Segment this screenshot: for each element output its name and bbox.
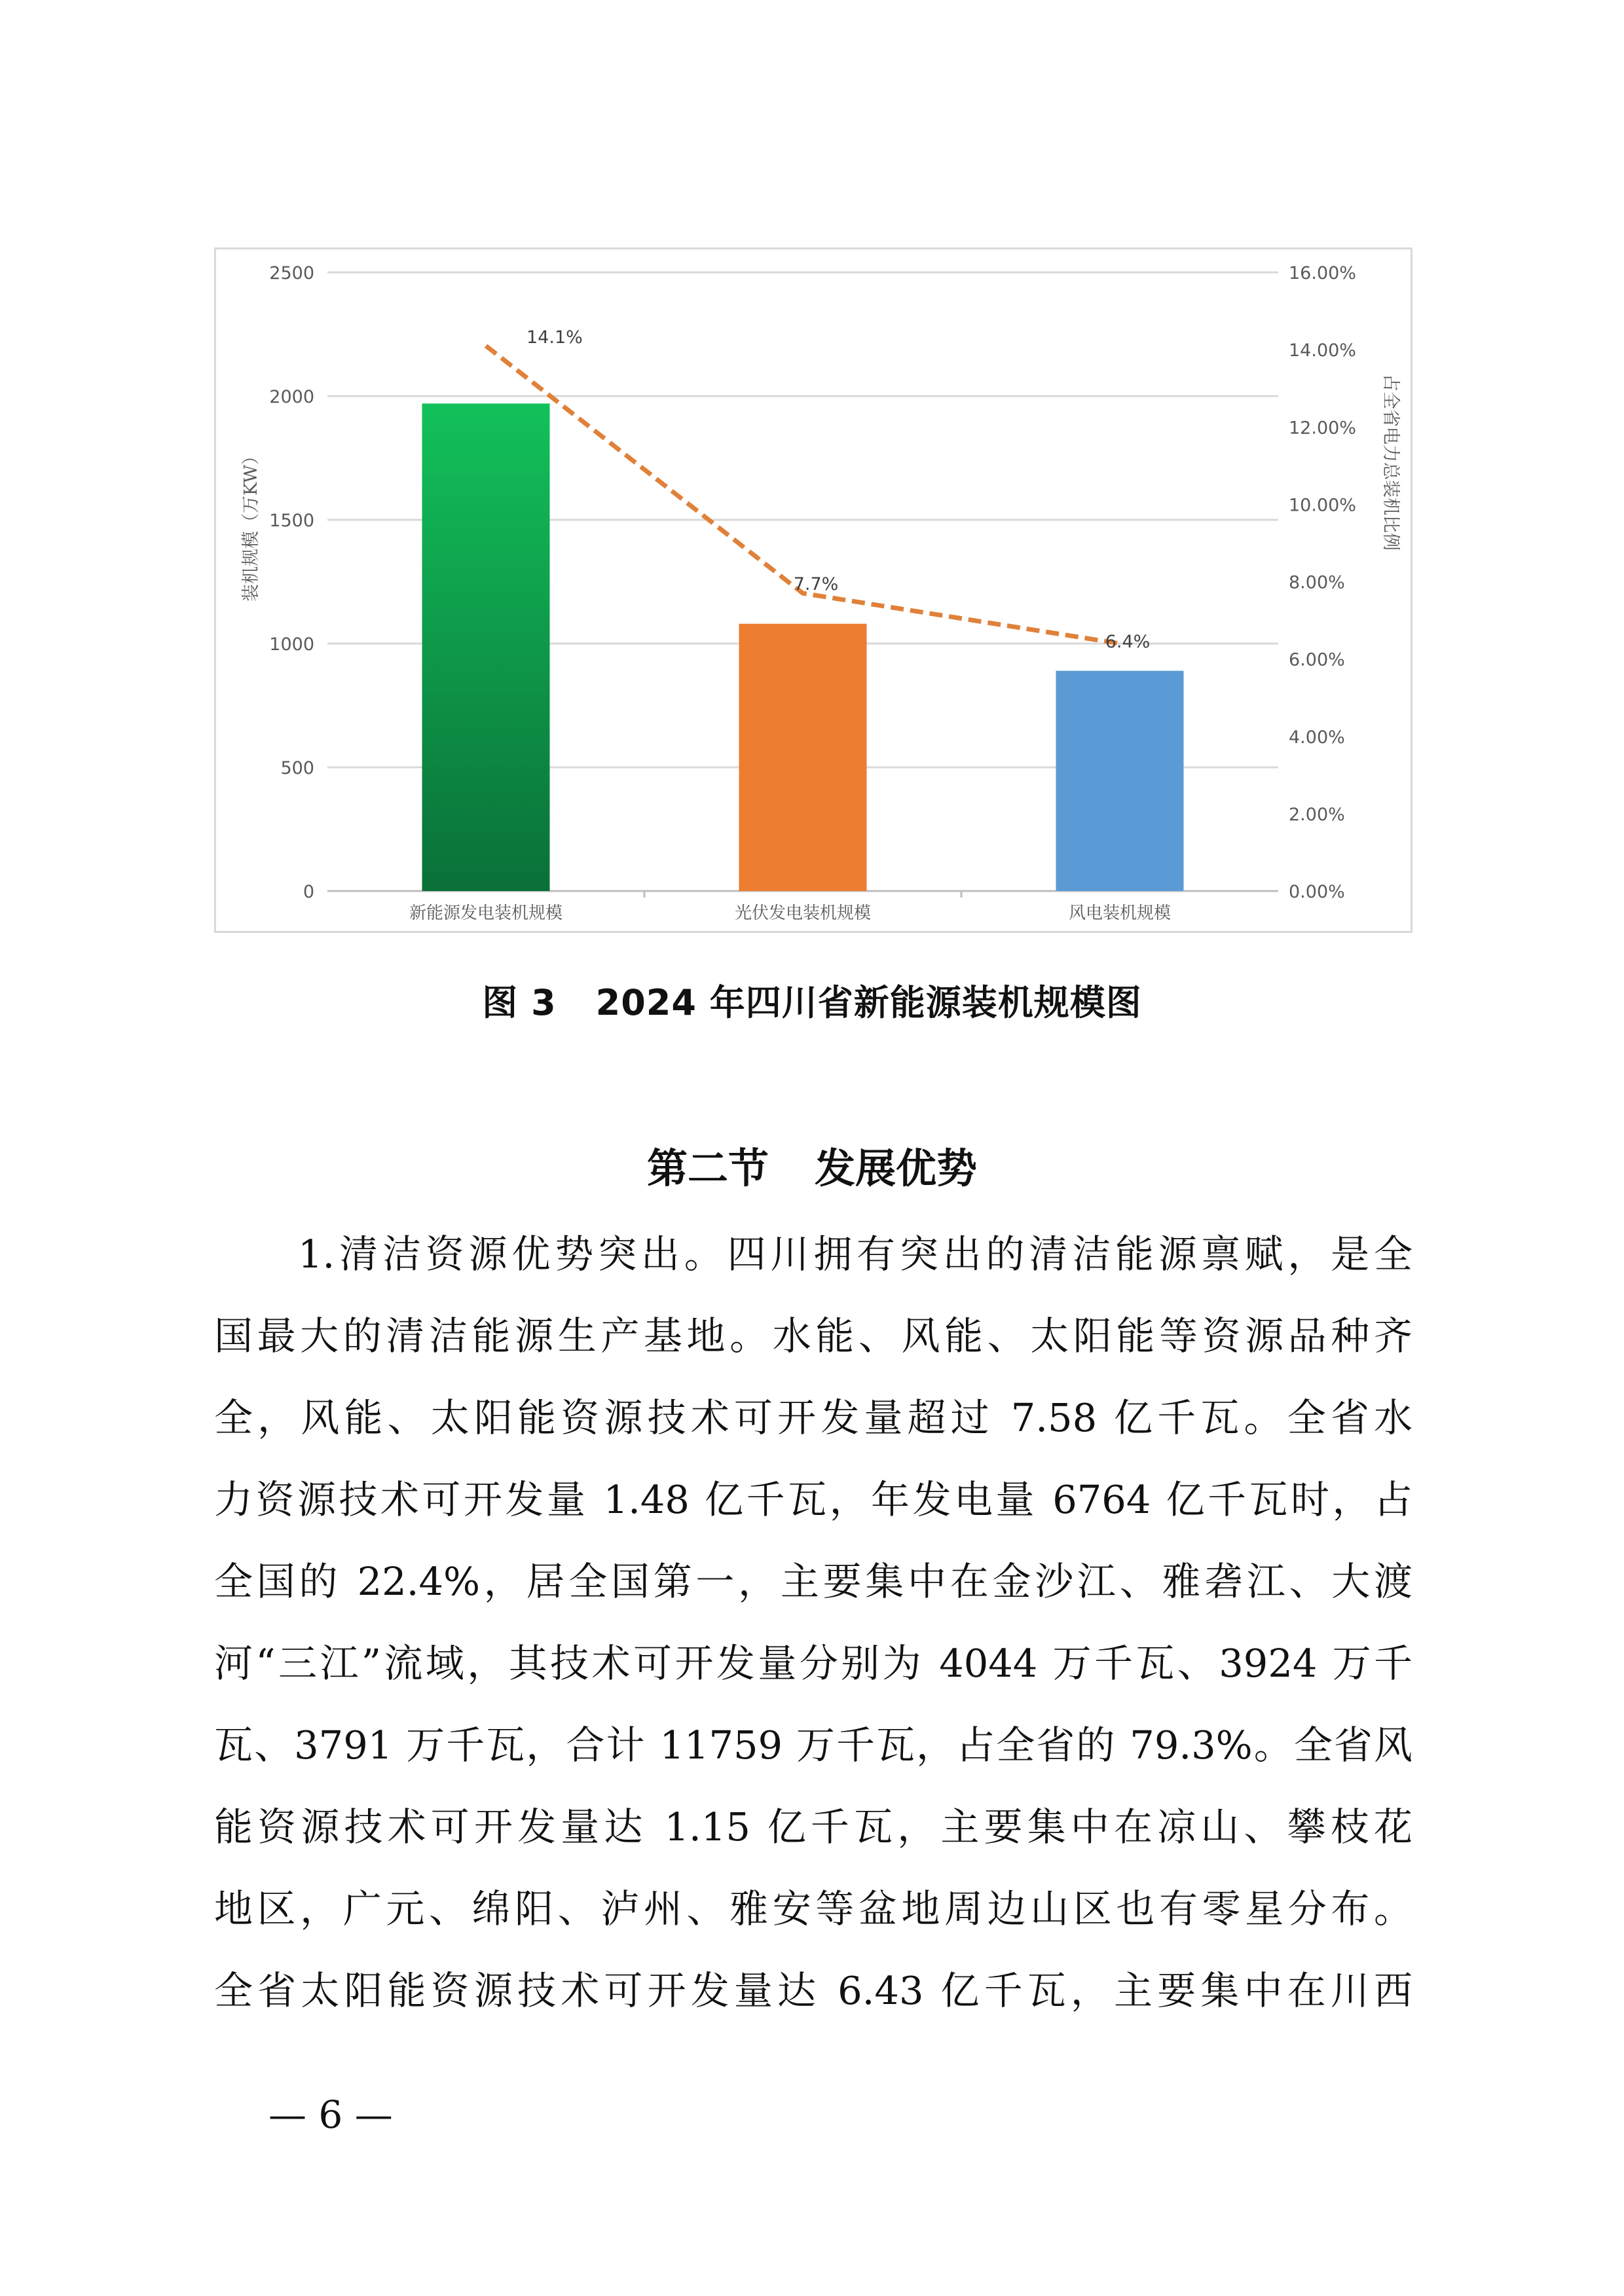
paragraph-line: 国最大的清洁能源生产基地。水能、风能、太阳能等资源品种齐 [214,1313,1412,1358]
y2-tick-label: 0.00% [1289,882,1345,902]
y2-tick-label: 12.00% [1289,418,1356,439]
bar-line-chart [216,249,1414,935]
x-tick-label: 光伏发电装机规模 [734,903,872,923]
figure-title: 2024 年四川省新能源装机规模图 [595,982,1142,1023]
bar [1056,671,1184,891]
paragraph-line: 地区，广元、绵阳、泸州、雅安等盆地周边山区也有零星分布。 [214,1886,1412,1931]
y-tick-label: 1500 [269,511,314,531]
y-tick-label: 2500 [269,263,314,283]
y-tick-label: 500 [280,758,314,778]
page-number: — 6 — [268,2092,393,2137]
paragraph-line: 全省太阳能资源技术可开发量达 6.43 亿千瓦，主要集中在川西 [214,1968,1412,2013]
y-axis-title: 装机规模（万KW） [241,447,261,602]
data-label: 6.4% [1105,632,1151,652]
data-label: 14.1% [526,327,583,348]
paragraph-line: 力资源技术可开发量 1.48 亿千瓦，年发电量 6764 亿千瓦时，占 [214,1477,1412,1522]
paragraph-line: 能资源技术可开发量达 1.15 亿千瓦，主要集中在凉山、攀枝花 [214,1804,1412,1850]
y2-axis-title: 占全省电力总装机比例 [1380,374,1401,551]
paragraph-line: 瓦、3791 万千瓦，合计 11759 万千瓦，占全省的 79.3%。全省风 [214,1722,1412,1768]
paragraph-line: 河“三江”流域，其技术可开发量分别为 4044 万千瓦、3924 万千 [214,1641,1412,1686]
data-label: 7.7% [793,574,839,595]
y2-tick-label: 16.00% [1289,263,1356,283]
y2-tick-label: 14.00% [1289,340,1356,361]
paragraph-line: 全，风能、太阳能资源技术可开发量超过 7.58 亿千瓦。全省水 [214,1395,1412,1440]
y-tick-label: 1000 [269,634,314,655]
section-heading [0,1142,1624,1195]
section-number: 第二节 [646,1144,769,1192]
paragraph-line: 1.清洁资源优势突出。四川拥有突出的清洁能源禀赋，是全 [298,1231,1412,1277]
y2-tick-label: 6.00% [1289,649,1345,670]
y-tick-label: 2000 [269,387,314,407]
section-title: 发展优势 [815,1144,978,1192]
y-tick-label: 0 [303,882,314,902]
y2-tick-label: 8.00% [1289,572,1345,593]
bar [422,403,550,891]
y2-tick-label: 2.00% [1289,804,1345,825]
x-tick-label: 新能源发电装机规模 [409,903,563,923]
figure-caption [0,980,1624,1026]
chart-container [214,247,1412,933]
x-tick-label: 风电装机规模 [1068,903,1172,923]
ratio-line [486,346,1120,644]
y2-tick-label: 10.00% [1289,495,1356,516]
bar [739,624,867,891]
paragraph-line: 全国的 22.4%，居全国第一，主要集中在金沙江、雅砻江、大渡 [214,1559,1412,1604]
figure-number: 图 3 [482,982,557,1023]
y2-tick-label: 4.00% [1289,727,1345,748]
